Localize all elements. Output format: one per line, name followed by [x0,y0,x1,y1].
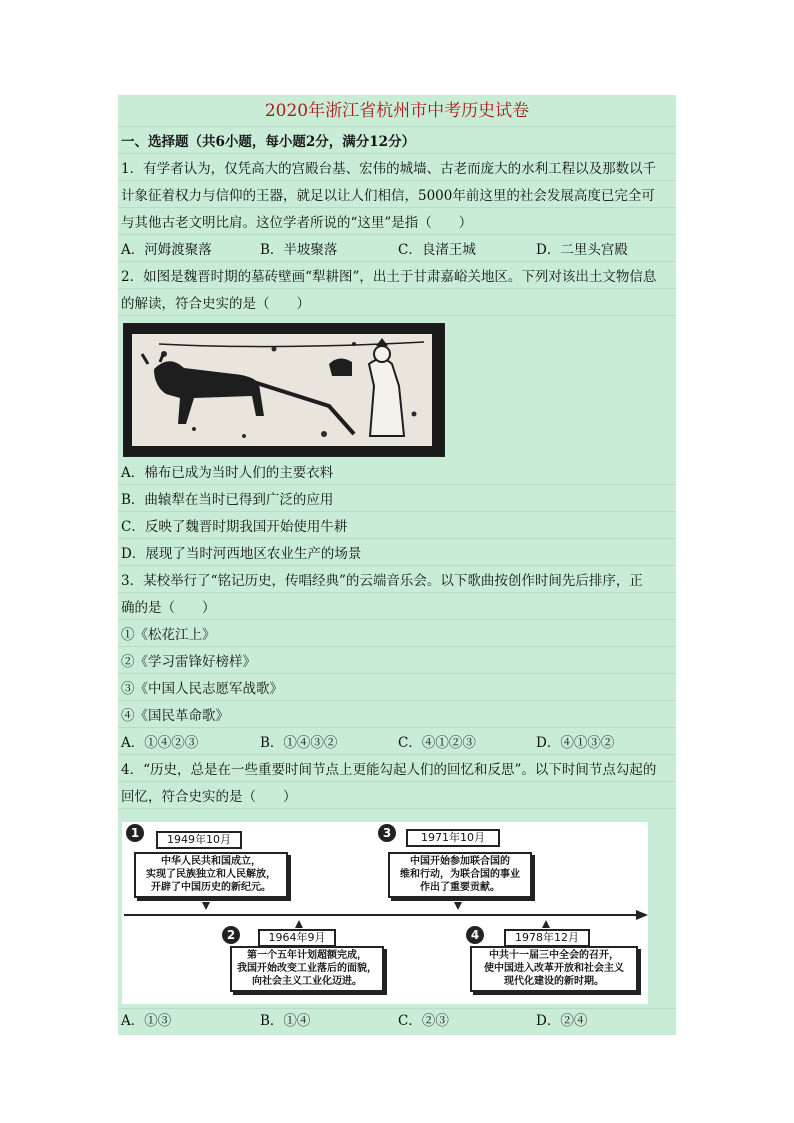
q3-song: ②《学习雷锋好榜样》 [121,654,256,670]
event-text: 中华人民共和国成立， 实现了民族独立和人民解放， 开辟了中国历史的新纪元。 [146,856,276,893]
row-divider [118,565,676,566]
plowing-mural-image [123,323,445,457]
q1-option-a[interactable]: A．河姆渡聚落 [121,242,212,258]
page-title: 2020年浙江省杭州市中考历史试卷 [264,101,530,121]
row-divider [118,754,676,755]
event-number: 3 [378,824,396,842]
q1-option-b[interactable]: B．半坡聚落 [260,242,338,258]
row-divider [118,781,676,782]
row-divider [118,261,676,262]
q1-text: 1．有学者认为，仅凭高大的宫殿台基、宏伟的城墙、古老而庞大的水利工程以及那数以千 [121,161,657,177]
row-divider [118,1008,676,1009]
section-heading: 一、选择题（共6小题，每小题2分，满分12分） [121,134,416,150]
q2-option-c[interactable]: C．反映了魏晋时期我国开始使用牛耕 [121,519,348,535]
q2-option-b[interactable]: B．曲辕犁在当时已得到广泛的应用 [121,492,334,508]
row-divider [118,619,676,620]
row-divider [118,153,676,154]
row-divider [118,511,676,512]
event-date: 1964年9月 [258,929,336,947]
row-divider [118,646,676,647]
timeline-event-4 [470,946,638,992]
q3-text: 确的是（ ） [121,600,216,616]
q2-text: 的解读，符合史实的是（ ） [121,296,310,312]
event-text: 中共十一届三中全会的召开， 使中国进入改革开放和社会主义 现代化建设的新时期。 [484,950,624,987]
q4-option-b[interactable]: B．①④ [260,1013,311,1029]
q1-text: 与其他古老文明比肩。这位学者所说的“这里”是指（ ） [121,215,473,231]
row-divider [118,673,676,674]
row-divider [118,315,676,316]
q3-song: ④《国民革命歌》 [121,708,229,724]
event-number: 2 [222,926,240,944]
event-number: 1 [126,824,144,842]
row-divider [118,700,676,701]
q1-text: 计象征着权力与信仰的王器，就足以让人们相信，5000年前这里的社会发展高度已完全可 [121,188,655,204]
q3-option-a[interactable]: A．①④②③ [121,735,199,751]
row-divider [118,234,676,235]
q3-song: ③《中国人民志愿军战歌》 [121,681,283,697]
q1-option-d[interactable]: D．二里头宫殿 [536,242,628,258]
q3-option-b[interactable]: B．①④③② [260,735,338,751]
event-text: 第一个五年计划超额完成， 我国开始改变工业落后的面貌， 向社会主义工业化迈进。 [237,950,377,987]
q3-option-d[interactable]: D．④①③② [536,735,615,751]
timeline-event-3 [388,852,532,898]
timeline-figure [122,822,648,1004]
row-divider [118,126,676,127]
row-divider [118,207,676,208]
row-divider [118,484,676,485]
row-divider [118,808,676,809]
event-date: 1978年12月 [504,929,590,947]
event-date: 1949年10月 [156,831,242,849]
q4-text: 4．“历史，总是在一些重要时间节点上更能勾起人们的回忆和反思”。以下时间节点勾起的 [121,762,657,778]
q4-option-d[interactable]: D．②④ [536,1013,588,1029]
row-divider [118,288,676,289]
q3-song: ①《松花江上》 [121,627,216,643]
event-text: 中国开始参加联合国的 维和行动，为联合国的事业 作出了重要贡献。 [400,856,520,893]
timeline-event-2 [230,946,384,992]
exam-paper [118,95,676,1035]
row-divider [118,538,676,539]
event-number: 4 [466,926,484,944]
q3-text: 3．某校举行了“铭记历史，传唱经典”的云端音乐会。以下歌曲按创作时间先后排序，正 [121,573,643,589]
q1-option-c[interactable]: C．良渚王城 [398,242,476,258]
row-divider [118,727,676,728]
timeline-event-1 [134,852,288,898]
q4-option-c[interactable]: C．②③ [398,1013,449,1029]
q2-option-a[interactable]: A．棉布已成为当时人们的主要衣料 [121,465,334,481]
q2-option-d[interactable]: D．展现了当时河西地区农业生产的场景 [121,546,362,562]
row-divider [118,592,676,593]
q3-option-c[interactable]: C．④①②③ [398,735,476,751]
q4-option-a[interactable]: A．①③ [121,1013,172,1029]
event-date: 1971年10月 [406,829,500,847]
q4-text: 回忆，符合史实的是（ ） [121,789,297,805]
row-divider [118,180,676,181]
q2-text: 2．如图是魏晋时期的墓砖壁画“犁耕图”，出土于甘肃嘉峪关地区。下列对该出土文物信息 [121,269,657,285]
